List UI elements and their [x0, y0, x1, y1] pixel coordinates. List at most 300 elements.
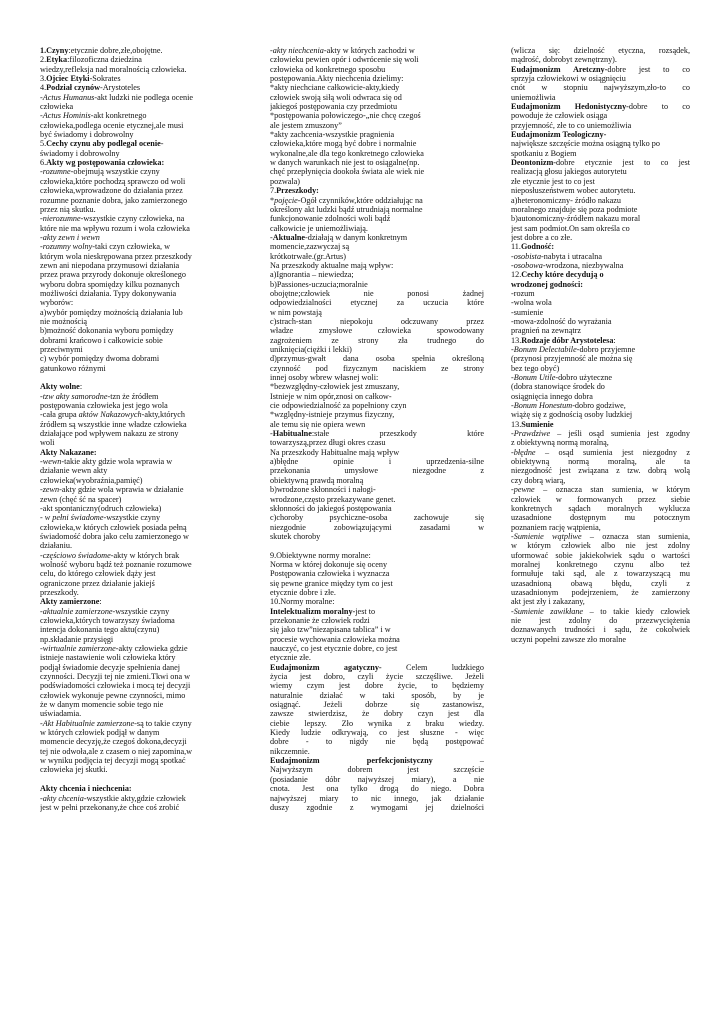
body-text: obiektywną prawdą moralną	[270, 475, 364, 485]
text-line	[40, 504, 254, 513]
body-text: – oznacza stan sumienia,	[581, 531, 690, 541]
body-text: -akty w których brak	[110, 550, 180, 560]
text-line	[40, 616, 254, 625]
body-text: funkcjonowanie zdolności woli bądź	[270, 214, 391, 224]
body-text: tej nie odwoła,ale z czasem o niej zapomina,w	[40, 746, 193, 756]
text-line	[270, 625, 484, 634]
text-line	[40, 392, 254, 401]
body-text: -są to takie czyny	[134, 718, 192, 728]
text-line	[270, 700, 484, 709]
heading-text: Podział czynów	[46, 83, 101, 93]
text-line	[270, 709, 484, 718]
text-line	[270, 784, 484, 793]
text-line	[40, 242, 254, 251]
text-line	[511, 532, 690, 541]
text-line	[40, 579, 254, 588]
text-line	[270, 663, 484, 672]
body-text: -	[40, 391, 43, 401]
body-text: gatunkowo różnymi	[40, 363, 106, 373]
text-line	[270, 803, 484, 812]
body-text: aktów Nakazowych	[78, 410, 142, 420]
body-text: Akt Habitualnie zamierzone	[42, 718, 135, 728]
heading-text: Eudajmonizm Teologiczny-	[511, 130, 607, 140]
body-text: procesie wychowania człowieka można	[270, 634, 400, 644]
body-text: innej osoby wbrew własnej woli:	[270, 373, 379, 383]
body-text: *	[270, 195, 275, 205]
text-line	[40, 691, 254, 700]
body-text: moralnego znajduje się poza podmiote	[511, 204, 638, 214]
body-text: -taki czyn człowieka, w	[92, 242, 170, 252]
text-line	[270, 681, 484, 690]
text-line	[40, 83, 254, 92]
body-text: c)choroby psychiczne-osoba zachowuje się	[270, 513, 484, 523]
text-line	[511, 93, 690, 102]
body-text: uformować sobie jakiekolwiek sądu o wartości	[511, 550, 690, 560]
body-text: osobowa	[513, 260, 543, 270]
body-text: rozumny wolny	[42, 242, 93, 252]
text-line	[40, 233, 254, 242]
text-line	[270, 196, 484, 205]
heading-text: Akty wolne	[40, 382, 80, 392]
body-text: towarzyszą,przez długi okres czasu	[270, 438, 386, 448]
text-line	[511, 121, 690, 130]
text-line	[511, 438, 690, 447]
body-text: się jako tzw”niezapisana tablica” i w	[270, 625, 391, 635]
text-line	[40, 485, 254, 494]
text-line	[40, 532, 254, 541]
body-text: woli	[40, 438, 55, 448]
text-line	[40, 354, 254, 363]
text-line	[511, 457, 690, 466]
text-line	[511, 139, 690, 148]
text-line	[270, 401, 484, 410]
heading-text: Ojciec Etyki	[46, 74, 90, 84]
body-text: przeciwnymi	[40, 345, 83, 354]
body-text: zagrożeniem ze strony zła trudnego do	[270, 335, 484, 345]
text-line	[270, 551, 484, 560]
text-line	[511, 102, 690, 111]
text-line	[511, 308, 690, 317]
text-line	[270, 597, 484, 606]
body-text: -	[511, 373, 514, 383]
body-text: *akty niechciane całkowicie-akty,kiedy	[270, 83, 400, 93]
body-text: w których człowiek podjął w danym	[40, 728, 160, 738]
body-text: realizacją głosu jakiegos autorytetu	[511, 167, 627, 177]
body-text: -sumienie	[511, 307, 544, 317]
text-line	[40, 709, 254, 718]
body-text: -	[160, 139, 164, 149]
text-line	[40, 55, 254, 64]
text-line	[511, 205, 690, 214]
text-line	[270, 448, 484, 457]
body-text: wiedzy,refleksja nad moralnością człowieka.	[40, 64, 187, 74]
body-text: -wszystkie czyny człowieka, na	[80, 214, 185, 224]
body-text: w nim powstają	[270, 307, 322, 317]
body-text: -	[40, 718, 43, 728]
body-text: przekonania umysłowe niezgodne z	[270, 466, 484, 476]
body-text: człowieka(wyobraźnia,pamięć)	[40, 475, 143, 485]
body-text: 4.	[40, 83, 47, 93]
body-text: uzasadnionym podejrzeniem, że zamierzony	[511, 587, 690, 597]
body-text: momencie,zazwyczaj są	[270, 242, 350, 252]
body-text: a)Ignorantia – niewiedza;	[270, 270, 354, 280]
heading-text: Aktualne	[272, 232, 306, 242]
body-text: -Ogół czynników,które oddziałując na	[297, 195, 423, 205]
body-text: -rozum	[511, 288, 535, 298]
text-line	[511, 345, 690, 354]
text-line	[270, 392, 484, 401]
text-line	[270, 569, 484, 578]
body-text: niezgodność jest związana z tzw. dobrą wolą	[511, 466, 690, 476]
body-text: Najwyższym dobrem jest szczęście	[270, 765, 484, 775]
body-text: postępowania człowieka jest jego wola	[40, 401, 168, 411]
body-text: ale jestem zmuszony”	[270, 120, 342, 130]
text-line	[40, 737, 254, 746]
heading-text: Akty chcenia i niechcenia:	[40, 784, 132, 794]
body-text: świadomy i dobrowolny	[40, 148, 120, 158]
heading-text: Habitualne	[272, 429, 312, 439]
text-line	[511, 233, 690, 242]
body-text: Prawdziwe	[513, 429, 551, 439]
text-line	[270, 775, 484, 784]
heading-text: Eudajmonizm Hedonistyczny-	[511, 102, 629, 112]
body-text: ograniczone przez działanie jakiejś	[40, 578, 155, 588]
body-text: człowiek wykonuje pewne czynności, mimo	[40, 690, 186, 700]
text-line	[511, 111, 690, 120]
body-text: człowieka jej skutki.	[40, 765, 108, 775]
body-text: wolność wyboru bądź też poznanie rozumowe	[40, 559, 192, 569]
text-line	[40, 644, 254, 653]
text-line	[40, 167, 254, 176]
body-text: pewne	[513, 485, 535, 495]
text-line	[40, 765, 254, 774]
body-text: że w danym momencie sobie tego nie	[40, 700, 164, 710]
body-text: -wszystkie czyny	[112, 606, 170, 616]
body-text: nie jest zdolny do przezwyciężenia	[511, 615, 690, 625]
text-line	[40, 252, 254, 261]
body-text: sprzyja człowiekowi w osiągnięciu	[511, 74, 626, 84]
body-text: -dobro użyteczne	[555, 373, 612, 383]
body-text: podjął świadomie decyzje spełnienia danej	[40, 662, 181, 672]
body-text: dobre etycznie jest to co jest	[556, 158, 690, 168]
body-text: człowiek swoją siłą woli odwraca się od	[270, 92, 402, 102]
body-text: Sumienie wątpliwe	[513, 531, 582, 541]
body-text: w danych warunkach nie jest to osiągalne(np.	[270, 158, 420, 168]
text-line	[511, 242, 690, 251]
text-line	[40, 280, 254, 289]
text-line	[511, 607, 690, 616]
body-text: akt jest zły i zakazany,	[511, 597, 585, 607]
text-line	[511, 560, 690, 569]
text-line	[270, 130, 484, 139]
text-line	[511, 196, 690, 205]
body-text: uzasadnione dostępnym mu potocznym	[511, 513, 690, 523]
body-text: -	[40, 111, 43, 121]
text-line	[40, 308, 254, 317]
body-text: określony akt ludzki bądź utrudniają normalne	[270, 204, 423, 214]
text-line	[270, 719, 484, 728]
body-text: przekonanie że człowiek rodzi	[270, 615, 370, 625]
body-text: uniemożliwia	[511, 92, 556, 102]
body-text: -	[511, 485, 514, 495]
body-text: w którym człowiek albo nie jest zdolny	[511, 541, 690, 551]
body-text: wewn	[42, 457, 62, 467]
text-line	[270, 149, 484, 158]
text-line	[270, 74, 484, 83]
text-line	[40, 289, 254, 298]
text-line	[40, 663, 254, 672]
text-line	[270, 513, 484, 522]
body-text: jakiegoś postępowania czy przedmiotu	[270, 102, 398, 112]
body-text: d)przymus-gwałt dana osoba spełnia określoną	[270, 354, 484, 364]
text-line	[270, 747, 484, 756]
text-line	[270, 280, 484, 289]
body-text: 6.	[40, 158, 47, 168]
body-text: -	[270, 429, 273, 439]
text-line	[511, 625, 690, 634]
heading-text: Etyka	[46, 55, 68, 65]
heading-text: Akty Nakazane:	[40, 447, 97, 457]
body-text: np.składanie przysięgi	[40, 634, 114, 644]
body-text: -wszystkie akty,gdzie człowiek	[83, 793, 186, 803]
body-text: etycznie dobre i złe.	[270, 587, 336, 597]
body-text: -akty zewn i wewn	[40, 232, 100, 242]
body-text: Postępowania człowieka i wyznacza	[270, 569, 390, 579]
body-text: władze zmysłowe człowieka spowodowany	[270, 326, 484, 336]
text-line	[511, 298, 690, 307]
heading-text: Cechy które decydują o	[521, 270, 604, 280]
text-line	[270, 382, 484, 391]
text-line	[40, 438, 254, 447]
text-line	[40, 541, 254, 550]
text-line	[270, 270, 484, 279]
body-text: przez prawa przyrody dokonuje określonego	[40, 270, 186, 280]
body-text: czynność pod fizycznym naciskiem ze strony	[270, 363, 484, 373]
body-text: działaniu.	[40, 541, 73, 551]
text-line	[270, 308, 484, 317]
heading-text: Rodzaje dóbr Arystotelesa	[521, 335, 614, 345]
text-line	[511, 130, 690, 139]
text-line	[511, 382, 690, 391]
body-text: -dobro godziwe,	[572, 401, 626, 411]
body-text: wyboru dobra spomiędzy kilku poznanych	[40, 279, 180, 289]
text-line	[40, 420, 254, 429]
text-line	[511, 541, 690, 550]
text-line	[40, 551, 254, 560]
text-line	[511, 410, 690, 419]
text-line	[270, 756, 484, 765]
text-line	[40, 523, 254, 532]
heading-text: Deontonizm-	[511, 158, 557, 168]
body-text: -	[40, 513, 45, 523]
body-text: Istnieje w nim opór,znosi on całkow-	[270, 391, 392, 401]
text-line	[511, 579, 690, 588]
text-line	[270, 298, 484, 307]
body-text: którym wola nieskrępowana przez przeszkody	[40, 251, 192, 261]
body-text: człowieka,podlega ocenie etycznej,ale musi	[40, 120, 184, 130]
body-text: Norma w której dokonuje się oceny	[270, 559, 388, 569]
body-text: -akt konkretnego	[90, 111, 147, 121]
text-line	[40, 448, 254, 457]
body-text: -	[40, 485, 43, 495]
body-text: mądrość, dobrobyt zewnętrzny).	[511, 55, 617, 65]
text-line	[270, 438, 484, 447]
text-line	[40, 186, 254, 195]
body-text: jest sam podmiot.On sam określa co	[511, 223, 630, 233]
text-line	[40, 625, 254, 634]
body-text: 3.	[40, 74, 47, 84]
body-text: intencja dokonania tego aktu(czynu)	[40, 625, 160, 635]
body-text: -nabyta i utracalna	[541, 251, 602, 261]
body-text: – jeśli osąd sumienia jest zgodny	[550, 429, 690, 439]
text-line	[511, 46, 690, 55]
body-text: -cała grupa	[40, 410, 79, 420]
heading-text: Eudajmonizm agatyczny-	[270, 662, 382, 672]
text-line	[40, 597, 254, 606]
text-line	[511, 65, 690, 74]
text-line	[511, 448, 690, 457]
body-text: -	[270, 46, 273, 55]
text-line	[511, 270, 690, 279]
text-line	[40, 457, 254, 466]
text-line	[511, 252, 690, 261]
text-line	[270, 532, 484, 541]
body-text: które nie ma wpływu rozum i wola człowieka	[40, 223, 190, 233]
body-text: człowieka,których towarzyszy świadoma	[40, 615, 175, 625]
body-text: uczyni popełni zawsze zło moralne	[511, 634, 627, 644]
text-line	[511, 186, 690, 195]
heading-text: Czyny	[46, 46, 69, 55]
body-text: b)wrodzone skłonności i nałogi-	[270, 485, 376, 495]
body-text: doznawanych trudności i sądu, że cokolwiek	[511, 625, 690, 635]
body-text: dobre to co	[628, 102, 690, 112]
body-text: skutek choroby	[270, 531, 321, 541]
text-line	[511, 83, 690, 92]
body-text: -akty,których	[141, 410, 185, 420]
body-text: czynności. Decyzji tej nie zmieni.Tkwi ona w	[40, 672, 191, 682]
text-line	[270, 93, 484, 102]
body-text: :etycznie dobre,złe,obojętne.	[68, 46, 163, 55]
body-text: konkretnych sądach moralnych wyklucza	[511, 503, 690, 513]
text-line	[270, 588, 484, 597]
body-text: złe etycznie jest to co jest	[511, 176, 595, 186]
body-text: -takie akty gdzie wola wprawia w	[61, 457, 173, 467]
text-line	[270, 737, 484, 746]
text-line	[511, 466, 690, 475]
body-text: Sumienie zawikłane	[513, 606, 584, 616]
body-text: a)wybór pomiędzy możnością działania lub	[40, 307, 183, 317]
body-text: 11.	[511, 242, 521, 252]
text-line	[270, 794, 484, 803]
text-line	[40, 803, 254, 812]
body-text: zewn (chęć ść na spacer)	[40, 494, 122, 504]
text-line	[270, 317, 484, 326]
body-text: -tzn że źródłem	[107, 391, 159, 401]
body-text: :	[99, 597, 102, 607]
body-text: nauczyć, co jest etycznie dobre, co jest	[270, 644, 398, 653]
body-text: przez nią skutku.	[40, 204, 96, 214]
body-text: -mowa-zdolność do wyrażania	[511, 316, 612, 326]
body-text: tzw akty samorodne	[42, 391, 108, 401]
text-line	[511, 569, 690, 578]
body-text: osobista	[513, 251, 542, 261]
text-line	[40, 382, 254, 391]
text-line	[270, 46, 484, 55]
text-line	[40, 196, 254, 205]
body-text: (posiadanie dóbr najwyższej miary), a nie	[270, 774, 484, 784]
body-text: – osąd sumienia jest niezgodny z	[535, 447, 690, 457]
text-line	[270, 242, 484, 251]
text-line	[270, 252, 484, 261]
body-text: -akty w których zachodzi w	[323, 46, 415, 55]
text-line	[40, 728, 254, 737]
text-line	[270, 336, 484, 345]
text-line	[40, 130, 254, 139]
body-text: rozumne poznanie dobra, jako zamierzonego	[40, 195, 188, 205]
column-1	[40, 46, 254, 812]
text-line	[270, 420, 484, 429]
body-text: człowieka od konkretnego sposobu	[270, 64, 386, 74]
body-text: -akty człowieka gdzie	[115, 644, 188, 653]
text-line	[40, 653, 254, 662]
text-line	[511, 261, 690, 270]
body-text: (przynosi przyjemność ale można się	[511, 354, 633, 364]
body-text: najwyższej miary to nic innego, jak działanie	[270, 793, 484, 803]
body-text: przeszkody.	[40, 587, 79, 597]
body-text: Actus Hominis	[42, 111, 91, 121]
text-line	[40, 149, 254, 158]
body-text: zewn	[42, 485, 60, 495]
text-line	[270, 504, 484, 513]
body-text: jest dobre a co złe.	[511, 232, 573, 242]
body-text: -	[511, 251, 514, 261]
text-line	[511, 280, 690, 289]
body-text: -	[511, 429, 514, 439]
body-text: nierozumne	[42, 214, 81, 224]
text-line	[270, 523, 484, 532]
body-text: cnota. Jest ona tylko drogą do niego. Dobra	[270, 784, 484, 794]
text-line	[270, 635, 484, 644]
body-text: uświadamia.	[40, 709, 82, 719]
text-line	[511, 177, 690, 186]
text-line	[40, 747, 254, 756]
body-text: w wyniku podjęcia tej decyzji mogą spotkać	[40, 756, 186, 766]
text-line	[40, 214, 254, 223]
text-line	[270, 121, 484, 130]
body-text: 9.Obiektywne normy moralne:	[270, 550, 371, 560]
body-text: dobrami krańcowo i całkowicie sobie	[40, 335, 163, 345]
text-line	[511, 289, 690, 298]
body-text: spotkaniu z Bogiem	[511, 148, 577, 158]
body-text: -wrodzona, niezbywalna	[542, 260, 624, 270]
text-line	[40, 784, 254, 793]
text-line	[270, 485, 484, 494]
text-line	[270, 653, 484, 662]
body-text: chęć przepłynięcia dookoła świata ale wiek nie	[270, 167, 425, 177]
body-text: częściowo świadome	[42, 550, 111, 560]
body-text: -	[40, 92, 43, 102]
body-text: osiągnięcia innego dobra	[511, 391, 593, 401]
body-text: -	[40, 214, 43, 224]
text-line	[511, 588, 690, 597]
text-line	[40, 588, 254, 597]
body-text: a)błędne opinie i uprzedzenia-silne	[270, 457, 484, 467]
body-text: największe szczęście można osiągną tylko po	[511, 139, 660, 149]
body-text: Bonum Honestum	[513, 401, 573, 411]
body-text: Na przeszkody Habitualne mają wpływ	[270, 447, 400, 457]
body-text: Kiedy ludzie odkrywają, co jest słuszne - więc	[270, 728, 484, 738]
text-line	[511, 74, 690, 83]
